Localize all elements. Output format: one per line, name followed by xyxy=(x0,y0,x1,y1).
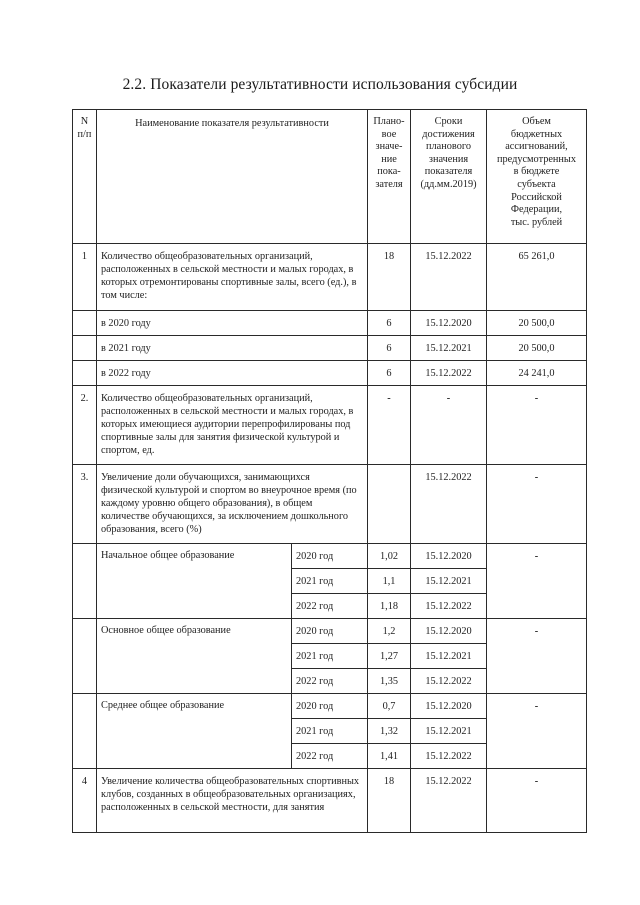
header-name: Наименование показателя результативности xyxy=(97,110,368,244)
table-row xyxy=(73,361,587,386)
year-label: 2022 год xyxy=(292,594,368,619)
year-label: 2022 год xyxy=(292,744,368,769)
budget-value: - xyxy=(487,386,587,465)
plan-value: 1,32 xyxy=(368,719,411,744)
sub-indicator-name: в 2020 году xyxy=(97,311,368,336)
deadline-date: 15.12.2022 xyxy=(411,744,487,769)
plan-value: 6 xyxy=(368,361,411,386)
table-row xyxy=(73,544,587,569)
plan-value: 1,35 xyxy=(368,669,411,694)
deadline-date: - xyxy=(411,386,487,465)
deadline-date: 15.12.2022 xyxy=(411,465,487,544)
deadline-date: 15.12.2020 xyxy=(411,694,487,719)
sub-indicator-name: в 2021 году xyxy=(97,336,368,361)
plan-value: 1,41 xyxy=(368,744,411,769)
plan-value: 18 xyxy=(368,769,411,833)
indicator-name: Количество общеобразовательных организаций, расположенных в сельской местности и малых городах, в которых отремонтированы спортивные залы, всего (ед.), в том числе: xyxy=(97,244,368,311)
table-row xyxy=(73,386,587,465)
header-deadline: Сроки достижения планового значения показателя (дд.мм.2019) xyxy=(411,110,487,244)
plan-value: 1,1 xyxy=(368,569,411,594)
plan-value: 6 xyxy=(368,311,411,336)
deadline-date: 15.12.2020 xyxy=(411,544,487,569)
year-label: 2020 год xyxy=(292,544,368,569)
year-label: 2021 год xyxy=(292,569,368,594)
table-row xyxy=(73,311,587,336)
plan-value: - xyxy=(368,386,411,465)
year-label: 2020 год xyxy=(292,694,368,719)
indicators-table xyxy=(72,109,587,833)
header-row xyxy=(73,110,587,244)
plan-value: 1,27 xyxy=(368,644,411,669)
deadline-date: 15.12.2022 xyxy=(411,769,487,833)
deadline-date: 15.12.2022 xyxy=(411,594,487,619)
plan-value: 1,02 xyxy=(368,544,411,569)
deadline-date: 15.12.2022 xyxy=(411,244,487,311)
plan-value: 6 xyxy=(368,336,411,361)
budget-value: 24 241,0 xyxy=(487,361,587,386)
table-row xyxy=(73,694,587,719)
plan-value: 0,7 xyxy=(368,694,411,719)
deadline-date: 15.12.2020 xyxy=(411,619,487,644)
budget-value: - xyxy=(487,544,587,619)
row-number: 1 xyxy=(73,244,97,311)
education-level: Начальное общее образование xyxy=(97,544,292,619)
deadline-date: 15.12.2022 xyxy=(411,361,487,386)
deadline-date: 15.12.2020 xyxy=(411,311,487,336)
year-label: 2021 год xyxy=(292,719,368,744)
deadline-date: 15.12.2021 xyxy=(411,719,487,744)
plan-value: 1,2 xyxy=(368,619,411,644)
year-label: 2022 год xyxy=(292,669,368,694)
budget-value: 20 500,0 xyxy=(487,311,587,336)
table-row xyxy=(73,769,587,833)
budget-value: - xyxy=(487,769,587,833)
deadline-date: 15.12.2021 xyxy=(411,644,487,669)
budget-value: - xyxy=(487,619,587,694)
plan-value: 1,18 xyxy=(368,594,411,619)
year-label: 2021 год xyxy=(292,644,368,669)
indicator-name: Количество общеобразовательных организаций, расположенных в сельской местности и малых городах, в которых имеющиеся аудитории перепрофилированы под спортивные залы для занятия физической культурой и спортом, ед. xyxy=(97,386,368,465)
table-row xyxy=(73,244,587,311)
deadline-date: 15.12.2022 xyxy=(411,669,487,694)
table-row xyxy=(73,465,587,544)
deadline-date: 15.12.2021 xyxy=(411,569,487,594)
budget-value: 20 500,0 xyxy=(487,336,587,361)
budget-value: - xyxy=(487,694,587,769)
education-level: Основное общее образование xyxy=(97,619,292,694)
budget-value: - xyxy=(487,465,587,544)
header-budget: Объем бюджетных ассигнований, предусмотренных в бюджете субъекта Российской Федерации, тыс. рублей xyxy=(487,110,587,244)
table-row xyxy=(73,619,587,644)
table-row xyxy=(73,336,587,361)
plan-value: 18 xyxy=(368,244,411,311)
education-level: Среднее общее образование xyxy=(97,694,292,769)
year-label: 2020 год xyxy=(292,619,368,644)
deadline-date: 15.12.2021 xyxy=(411,336,487,361)
indicator-name: Увеличение доли обучающихся, занимающихся физической культурой и спортом во внеурочное время (по каждому уровню общего образования), в общем количестве обучающихся, за исключением дошкольного образования, всего (%) xyxy=(97,465,368,544)
row-number: 2. xyxy=(73,386,97,465)
budget-value: 65 261,0 xyxy=(487,244,587,311)
header-num: N п/п xyxy=(73,110,97,244)
header-plan: Плано- вое значе- ние пока- зателя xyxy=(368,110,411,244)
section-title: 2.2. Показатели результативности использования субсидии xyxy=(122,76,518,93)
indicator-name: Увеличение количества общеобразовательных спортивных клубов, созданных в общеобразовательных организациях, расположенных в сельской местности, для занятия xyxy=(97,769,368,833)
sub-indicator-name: в 2022 году xyxy=(97,361,368,386)
row-number: 3. xyxy=(73,465,97,544)
plan-value xyxy=(368,465,411,544)
row-number: 4 xyxy=(73,769,97,833)
